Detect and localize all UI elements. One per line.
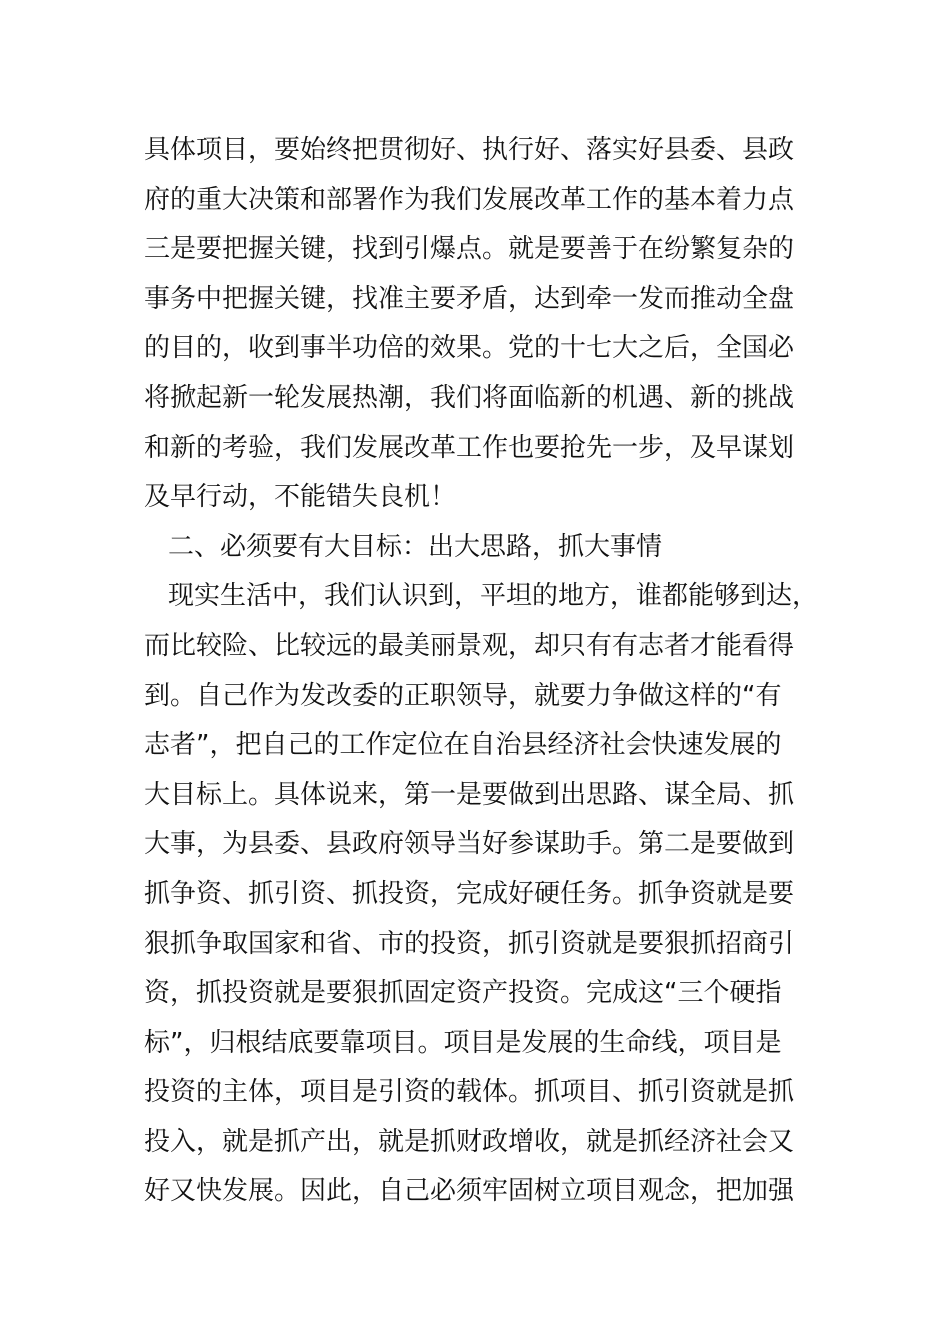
text-line: 投入，就是抓产出，就是抓财政增收，就是抓经济社会又 [144, 1126, 795, 1157]
text-line: 资，抓投资就是要狠抓固定资产投资。完成这“三个硬指 [144, 978, 782, 1009]
text-line: 抓争资、抓引资、抓投资，完成好硬任务。抓争资就是要 [144, 878, 795, 909]
text-line: 标”，归根结底要靠项目。项目是发展的生命线，项目是 [144, 1027, 782, 1058]
text-line: 好又快发展。因此，自己必须牢固树立项目观念，把加强 [144, 1176, 795, 1207]
text-line: 将掀起新一轮发展热潮，我们将面临新的机遇、新的挑战 [144, 382, 795, 413]
text-line: 的目的，收到事半功倍的效果。党的十七大之后，全国必 [144, 333, 795, 364]
text-line: 投资的主体，项目是引资的载体。抓项目、抓引资就是抓 [144, 1077, 795, 1108]
body-text [144, 126, 819, 1217]
section-heading: 二、必须要有大目标：出大思路，抓大事情 [168, 531, 663, 562]
text-line: 志者”，把自己的工作定位在自治县经济社会快速发展的 [144, 730, 782, 761]
text-line: 具体项目，要始终把贯彻好、执行好、落实好县委、县政 [144, 135, 795, 165]
paragraph-start-line: 现实生活中，我们认识到，平坦的地方，谁都能够到达， [168, 581, 819, 612]
text-line: 而比较险、比较远的最美丽景观，却只有有志者才能看得 [144, 630, 795, 661]
text-line: 事务中把握关键，找准主要矛盾，达到牵一发而推动全盘 [144, 283, 795, 314]
text-line: 三是要把握关键，找到引爆点。就是要善于在纷繁复杂的 [144, 234, 795, 265]
text-line: 到。自己作为发改委的正职领导，就要力争做这样的“有 [144, 680, 782, 711]
text-line: 大目标上。具体说来，第一是要做到出思路、谋全局、抓 [144, 779, 795, 810]
text-line: 府的重大决策和部署作为我们发展改革工作的基本着力点 [144, 184, 795, 215]
text-line: 和新的考验，我们发展改革工作也要抢先一步，及早谋划 [144, 432, 795, 463]
text-line: 及早行动，不能错失良机！ [144, 482, 457, 513]
text-line: 狠抓争取国家和省、市的投资，抓引资就是要狠抓招商引 [144, 928, 795, 959]
text-line: 大事，为县委、县政府领导当好参谋助手。第二是要做到 [144, 829, 795, 860]
